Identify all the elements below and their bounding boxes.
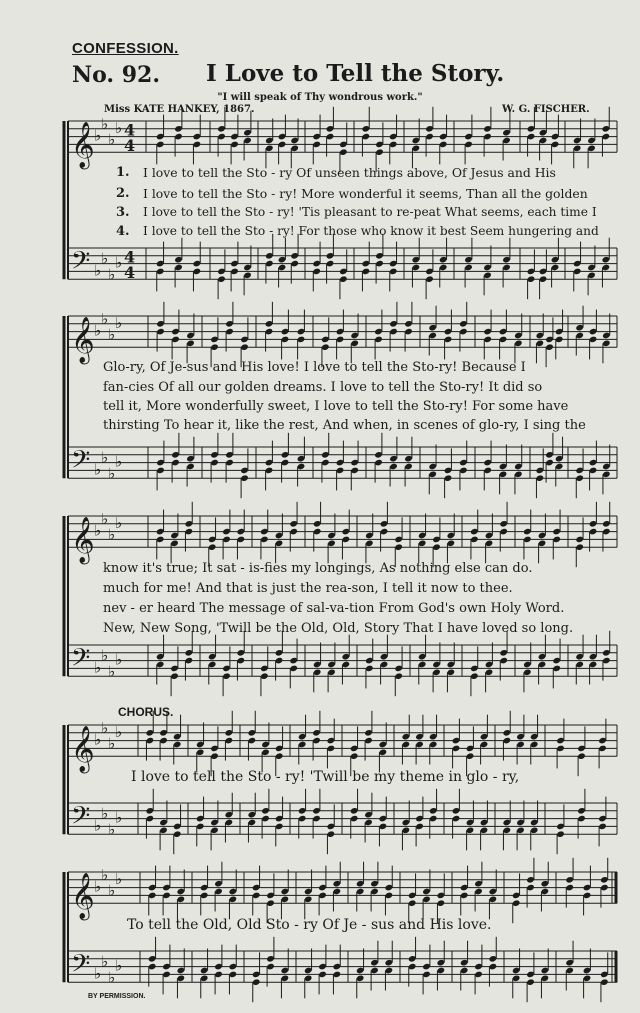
svg-text:♭: ♭ bbox=[101, 646, 109, 665]
verse-number: 1. bbox=[116, 165, 130, 180]
svg-text:♭: ♭ bbox=[94, 730, 102, 749]
lyric-line: fan-cies Of all our golden dreams. I love to tell the Sto-ry! It did so bbox=[103, 380, 543, 395]
svg-text:♭: ♭ bbox=[108, 525, 116, 544]
svg-text:♭: ♭ bbox=[94, 816, 102, 835]
svg-text:4: 4 bbox=[124, 120, 136, 140]
lyric-line: much for me! And that is just the rea-son, I tell it now to thee. bbox=[103, 581, 513, 596]
composer-credit: W. G. FISCHER. bbox=[502, 104, 590, 115]
lyric-line: I love to tell the Sto - ry! 'Tis pleasant to re-peat What seems, each time I bbox=[143, 205, 597, 219]
svg-text:♭: ♭ bbox=[115, 452, 123, 471]
svg-text:♭: ♭ bbox=[108, 662, 116, 681]
svg-text:𝄞: 𝄞 bbox=[71, 317, 95, 364]
svg-text:♭: ♭ bbox=[115, 650, 123, 669]
svg-text:♭: ♭ bbox=[101, 718, 109, 737]
svg-text:♭: ♭ bbox=[101, 509, 109, 528]
svg-text:♭: ♭ bbox=[108, 734, 116, 753]
lyric-line: I love to tell the Sto - ry! More wonderful it seems, Than all the golden bbox=[143, 186, 588, 201]
lyric-line: tell it, More wonderfully sweet, I love to tell the Sto-ry! For some have bbox=[103, 399, 569, 414]
svg-text:𝄢: 𝄢 bbox=[71, 246, 91, 282]
epigraph: "I will speak of Thy wondrous work." bbox=[217, 92, 423, 103]
svg-text:𝄢: 𝄢 bbox=[71, 949, 91, 985]
svg-text:𝄞: 𝄞 bbox=[71, 726, 95, 773]
svg-text:𝄢: 𝄢 bbox=[71, 445, 91, 481]
svg-text:♭: ♭ bbox=[101, 865, 109, 884]
svg-text:♭: ♭ bbox=[94, 261, 102, 280]
svg-text:𝄢: 𝄢 bbox=[71, 801, 91, 837]
svg-text:♭: ♭ bbox=[101, 448, 109, 467]
svg-text:𝄞: 𝄞 bbox=[71, 873, 95, 920]
svg-text:♭: ♭ bbox=[94, 964, 102, 983]
svg-text:♭: ♭ bbox=[115, 253, 123, 272]
svg-text:♭: ♭ bbox=[94, 126, 102, 145]
permission-note: BY PERMISSION. bbox=[88, 993, 146, 1000]
svg-text:♭: ♭ bbox=[94, 460, 102, 479]
svg-text:♭: ♭ bbox=[108, 968, 116, 987]
svg-text:♭: ♭ bbox=[115, 313, 123, 332]
svg-text:𝄞: 𝄞 bbox=[71, 122, 95, 169]
svg-text:♭: ♭ bbox=[101, 309, 109, 328]
svg-text:𝄞: 𝄞 bbox=[71, 517, 95, 564]
lyric-line: I love to tell the Sto - ry Of unseen things above, Of Jesus and His bbox=[143, 165, 556, 180]
author-credit: Miss KATE HANKEY, 1867. bbox=[104, 104, 255, 115]
lyric-line: thirsting To hear it, like the rest, And when, in scenes of glo-ry, I sing the bbox=[103, 418, 586, 433]
hymn-title: I Love to Tell the Story. bbox=[206, 60, 505, 87]
chorus-label: CHORUS. bbox=[118, 705, 174, 719]
svg-text:♭: ♭ bbox=[108, 265, 116, 284]
category-label: CONFESSION. bbox=[72, 40, 179, 57]
svg-text:♭: ♭ bbox=[108, 130, 116, 149]
svg-text:𝄢: 𝄢 bbox=[71, 643, 91, 679]
svg-text:♭: ♭ bbox=[94, 658, 102, 677]
svg-text:♭: ♭ bbox=[108, 464, 116, 483]
svg-text:♭: ♭ bbox=[108, 820, 116, 839]
lyric-line: I love to tell the Sto - ry! 'Twill be my theme in glo - ry, bbox=[131, 769, 520, 785]
svg-text:♭: ♭ bbox=[115, 956, 123, 975]
svg-text:4: 4 bbox=[124, 136, 136, 156]
hymn-number: No. 92. bbox=[72, 62, 160, 88]
lyric-line: nev - er heard The message of sal-va-tion From God's own Holy Word. bbox=[103, 601, 565, 616]
svg-text:♭: ♭ bbox=[101, 804, 109, 823]
lyric-line: Glo-ry, Of Je-sus and His love! I love to tell the Sto-ry! Because I bbox=[103, 360, 526, 375]
svg-text:♭: ♭ bbox=[115, 869, 123, 888]
svg-text:♭: ♭ bbox=[94, 321, 102, 340]
svg-text:♭: ♭ bbox=[115, 808, 123, 827]
verse-number: 4. bbox=[116, 224, 130, 239]
svg-text:♭: ♭ bbox=[94, 877, 102, 896]
lyric-line: know it's true; It sat - is-fies my longings, As nothing else can do. bbox=[103, 561, 533, 576]
svg-text:♭: ♭ bbox=[94, 521, 102, 540]
svg-text:♭: ♭ bbox=[115, 118, 123, 137]
svg-text:♭: ♭ bbox=[108, 881, 116, 900]
lyric-line: New, New Song, 'Twill be the Old, Old, Story That I have loved so long. bbox=[103, 621, 574, 636]
svg-text:4: 4 bbox=[124, 247, 136, 267]
svg-text:♭: ♭ bbox=[101, 952, 109, 971]
verse-number: 3. bbox=[116, 205, 130, 220]
verse-number: 2. bbox=[116, 186, 130, 201]
svg-text:♭: ♭ bbox=[101, 249, 109, 268]
svg-text:♭: ♭ bbox=[108, 325, 116, 344]
svg-text:♭: ♭ bbox=[101, 114, 109, 133]
svg-text:♭: ♭ bbox=[115, 722, 123, 741]
svg-text:♭: ♭ bbox=[115, 513, 123, 532]
lyric-line: To tell the Old, Old Sto - ry Of Je - sus and His love. bbox=[127, 917, 492, 933]
lyric-line: I love to tell the Sto - ry! For those who know it best Seem hungering and bbox=[143, 224, 599, 238]
svg-text:4: 4 bbox=[124, 263, 136, 283]
